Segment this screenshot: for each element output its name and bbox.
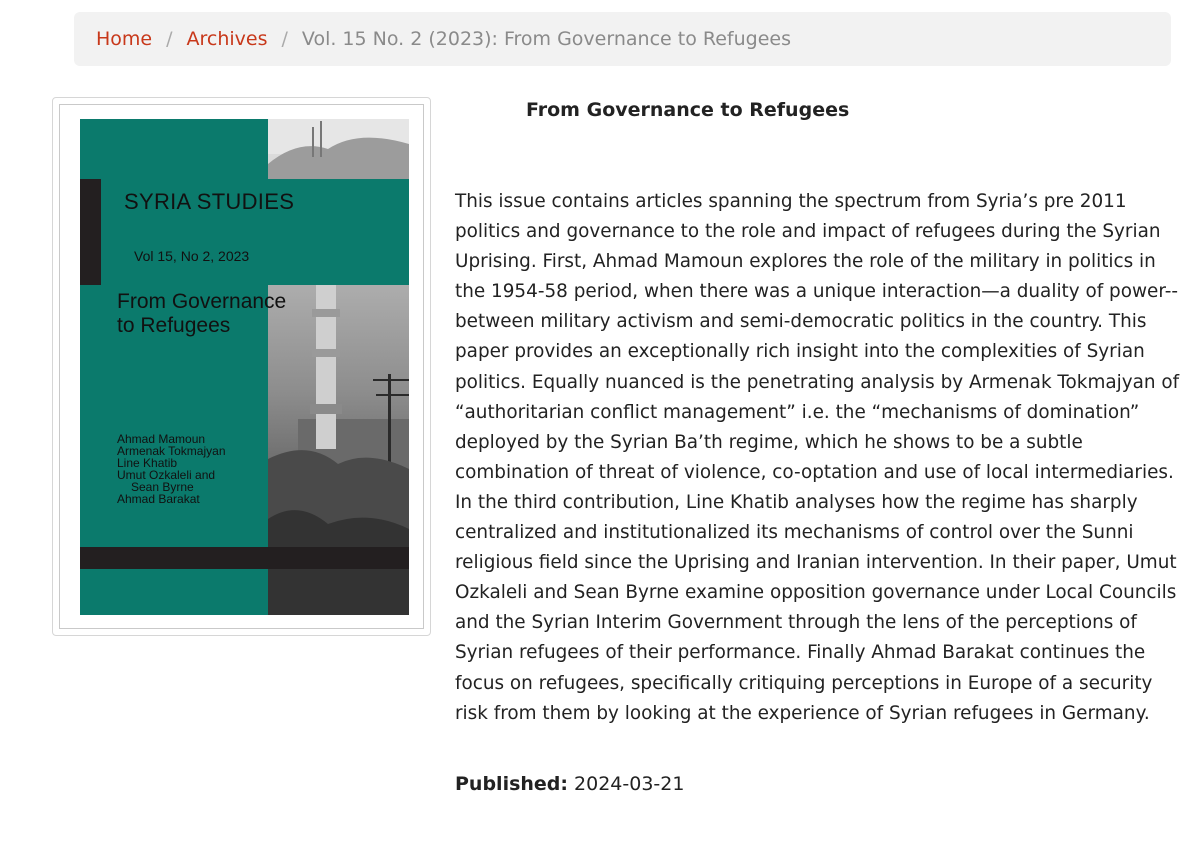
breadcrumb-separator: / [166,28,173,50]
cover-author: Ahmad Mamoun [117,432,206,446]
cover-dark-bar-horizontal [80,547,409,569]
cover-author: Ahmad Barakat [117,492,200,506]
issue-title: From Governance to Refugees [526,99,850,121]
breadcrumb-archives-link[interactable]: Archives [186,28,268,50]
cover-image[interactable] [80,119,409,615]
breadcrumb-separator: / [281,28,288,50]
cover-subtitle-line: From Governance [117,290,287,313]
cover-author: Umut Ozkaleli and [117,468,216,482]
issue-description: This issue contains articles spanning the spectrum from Syria’s pre 2011 politics and governance to the role and impact of refugees during the Syrian Uprising. First, Ahmad Mamoun explores the role of the military in politics in the 1954-58 period, when there was a unique interaction—a duality of power--between military activism and semi-democratic politics in the country. This paper provides an exceptionally rich insight into the complexities of Syrian politics. Equally nuanced is the penetrating analysis by Armenak Tokmajyan of “authoritarian conflict management” i.e. the “mechanisms of domination” deployed by the Syrian Ba’th regime, which he shows to be a subtle combination of threat of violence, co-optation and use of local intermediaries. In the third contribution, Line Khatib analyses how the regime has sharply centralized and institutionalized its mechanisms of control over the Sunni religious field since the Uprising and Iranian intervention. In their paper, Umut Ozkaleli and Sean Byrne examine opposition governance under Local Councils and the Syrian Interim Government through the lens of the perceptions of Syrian refugees of their performance. Finally Ahmad Barakat continues the focus on refugees, specifically critiquing perceptions in Europe of a security risk from them by looking at the experience of Syrian refugees in Germany. [455,191,1180,724]
cover-subtitle [117,290,286,338]
breadcrumb [74,12,1171,66]
cover-volume: Vol 15, No 2, 2023 [134,248,250,264]
published-date [455,773,684,795]
published-value: 2024-03-21 [574,773,685,795]
cover-subtitle-line: to Refugees [117,314,231,337]
cover-author: Sean Byrne [131,480,194,494]
breadcrumb-current: Vol. 15 No. 2 (2023): From Governance to Refugees [301,28,791,50]
breadcrumb-home-link[interactable]: Home [96,28,153,50]
cover-author: Line Khatib [117,456,178,470]
cover-author: Armenak Tokmajyan [117,444,226,458]
cover-authors [117,433,226,505]
cover-journal-title: SYRIA STUDIES [124,189,295,214]
cover-dark-bar-vertical [80,179,101,285]
published-label: Published: [455,773,568,795]
